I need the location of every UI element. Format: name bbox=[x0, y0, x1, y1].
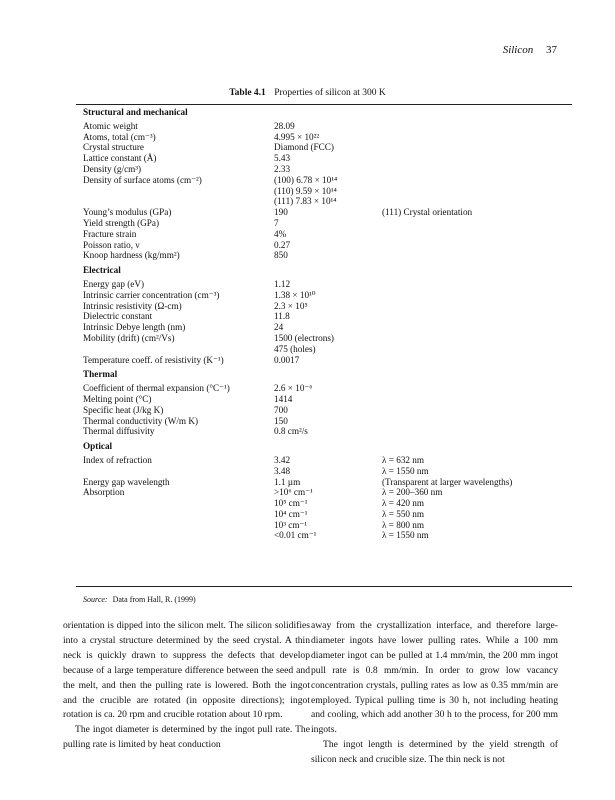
property-note bbox=[382, 333, 569, 344]
property-name: Melting point (°C) bbox=[83, 393, 152, 404]
property-note bbox=[382, 142, 569, 153]
property-name: Density (g/cm³) bbox=[83, 163, 142, 174]
property-note bbox=[382, 218, 569, 229]
property-note bbox=[382, 311, 569, 322]
property-value: 0.27 bbox=[274, 239, 291, 250]
table-row bbox=[83, 344, 569, 355]
page-number: 37 bbox=[546, 44, 557, 56]
table-row bbox=[83, 196, 569, 207]
property-value: 2.3 × 10⁵ bbox=[274, 300, 308, 311]
property-name bbox=[83, 466, 274, 477]
property-value: 1.1 µm bbox=[274, 476, 301, 487]
property-name bbox=[83, 498, 274, 509]
property-note bbox=[382, 229, 569, 240]
property-value: <0.01 cm⁻¹ bbox=[274, 530, 317, 541]
property-name: Atomic weight bbox=[83, 120, 138, 131]
property-note: λ = 200–360 nm bbox=[382, 487, 443, 498]
paragraph: orientation is dipped into the silicon melt. The silicon solidifies into a crystal structure determined by the seed crystal. A thin neck is quickly drawn to suppress the defects that develop because of a large temperature difference between the seed and the melt, and then the pulling rate is lowered. Both the ingot and the crucible are rotated (in opposite directions); ingot rotation is ca. 20 rpm and crucible rotation about 10 rpm. bbox=[63, 620, 310, 721]
property-value: 3.48 bbox=[274, 465, 291, 476]
table-row bbox=[83, 164, 569, 175]
property-name bbox=[83, 186, 274, 197]
table-row bbox=[83, 121, 569, 132]
property-note: λ = 420 nm bbox=[382, 498, 425, 509]
table-row bbox=[83, 322, 569, 333]
table-row bbox=[83, 290, 569, 301]
table-row bbox=[83, 333, 569, 344]
body-column-right bbox=[311, 619, 558, 768]
property-value: 0.8 cm²/s bbox=[274, 426, 308, 437]
property-name: Energy gap wavelength bbox=[83, 476, 170, 487]
property-note bbox=[382, 164, 569, 175]
property-name bbox=[83, 344, 274, 355]
paragraph: The ingot diameter is determined by the ingot pull rate. The pulling rate is limited by heat conduction bbox=[63, 724, 310, 751]
table-row bbox=[83, 218, 569, 229]
property-note bbox=[382, 153, 569, 164]
table-row bbox=[83, 426, 569, 437]
property-value: 10³ cm⁻¹ bbox=[274, 519, 308, 530]
property-name bbox=[83, 196, 274, 207]
table-row bbox=[83, 405, 569, 416]
property-name: Coefficient of thermal expansion (°C⁻¹) bbox=[83, 383, 230, 394]
table-row bbox=[83, 250, 569, 261]
property-value: 850 bbox=[274, 250, 288, 261]
property-name: Fracture strain bbox=[83, 228, 137, 239]
table-row bbox=[83, 132, 569, 143]
table-row bbox=[83, 240, 569, 251]
property-name: Thermal conductivity (W/m K) bbox=[83, 415, 199, 426]
property-note bbox=[382, 290, 569, 301]
property-name: Poisson ratio, ν bbox=[83, 239, 140, 250]
table-row bbox=[83, 394, 569, 405]
properties-table bbox=[83, 107, 569, 541]
property-note: λ = 800 nm bbox=[382, 519, 425, 530]
property-name: Young’s modulus (GPa) bbox=[83, 207, 172, 218]
table-row bbox=[83, 455, 569, 466]
table-bottom-rule bbox=[76, 586, 572, 587]
property-value: 28.09 bbox=[274, 120, 295, 131]
running-header bbox=[503, 44, 557, 56]
table-row bbox=[83, 142, 569, 153]
table-row bbox=[83, 229, 569, 240]
table-row bbox=[83, 186, 569, 197]
table-row bbox=[83, 416, 569, 427]
property-note: λ = 632 nm bbox=[382, 454, 425, 465]
property-value: 2.33 bbox=[274, 163, 291, 174]
property-note bbox=[382, 196, 569, 207]
table-label: Table 4.1 bbox=[229, 88, 266, 98]
property-name: Crystal structure bbox=[83, 142, 144, 153]
property-note bbox=[382, 186, 569, 197]
property-value: (110) 9.59 × 10¹⁴ bbox=[274, 185, 337, 196]
property-note bbox=[382, 383, 569, 394]
table-row bbox=[83, 466, 569, 477]
property-name: Absorption bbox=[83, 487, 125, 498]
property-name: Specific heat (J/kg K) bbox=[83, 404, 164, 415]
property-note bbox=[382, 344, 569, 355]
property-name: Dielectric constant bbox=[83, 311, 153, 322]
property-name bbox=[83, 520, 274, 531]
property-note bbox=[382, 355, 569, 366]
table-title bbox=[0, 88, 615, 98]
table-row bbox=[83, 279, 569, 290]
property-value: (111) 7.83 × 10¹⁴ bbox=[274, 196, 337, 207]
property-note bbox=[382, 132, 569, 143]
property-name: Index of refraction bbox=[83, 454, 152, 465]
property-value: Diamond (FCC) bbox=[274, 142, 334, 153]
paragraph: The ingot length is determined by the yield strength of silicon neck and crucible size. The thin neck is not bbox=[311, 739, 558, 766]
property-name: Intrinsic Debye length (nm) bbox=[83, 322, 186, 333]
property-value: >10⁶ cm⁻¹ bbox=[274, 487, 313, 498]
property-note: λ = 550 nm bbox=[382, 508, 425, 519]
property-value: 1414 bbox=[274, 393, 293, 404]
property-name: Mobility (drift) (cm²/Vs) bbox=[83, 332, 175, 343]
property-note bbox=[382, 250, 569, 261]
property-note bbox=[382, 394, 569, 405]
property-note: (Transparent at larger wavelengths) bbox=[382, 476, 513, 487]
property-name: Knoop hardness (kg/mm²) bbox=[83, 250, 180, 261]
table-row bbox=[83, 175, 569, 186]
property-name: Intrinsic resistivity (Ω-cm) bbox=[83, 300, 182, 311]
table-row bbox=[83, 520, 569, 531]
property-value: 475 (holes) bbox=[274, 343, 316, 354]
table-section-heading: Structural and mechanical bbox=[83, 107, 188, 117]
property-note bbox=[382, 121, 569, 132]
table-row bbox=[83, 530, 569, 541]
property-note bbox=[382, 175, 569, 186]
property-value: 24 bbox=[274, 322, 284, 333]
property-value: 0.0017 bbox=[274, 354, 300, 365]
property-name: Temperature coeff. of resistivity (K⁻¹) bbox=[83, 354, 224, 365]
table-row bbox=[83, 355, 569, 366]
table-row bbox=[83, 477, 569, 488]
table-section-heading: Optical bbox=[83, 441, 113, 452]
property-value: 10⁵ cm⁻¹ bbox=[274, 498, 308, 509]
property-value: 2.6 × 10⁻⁶ bbox=[274, 383, 313, 394]
property-value: 7 bbox=[274, 217, 279, 228]
table-source bbox=[83, 595, 196, 604]
body-column-left bbox=[63, 619, 310, 753]
table-section-heading: Thermal bbox=[83, 369, 118, 380]
table-section-heading: Electrical bbox=[83, 265, 121, 276]
table-top-rule bbox=[76, 104, 572, 105]
property-value: 3.42 bbox=[274, 454, 291, 465]
paragraph: away from the crystallization interface, and therefore large-diameter ingots have lower pulling rates. While a 100 mm diameter ingot can be pulled at 1.4 mm/min, the 200 mm ingot pull rate is 0.8 mm/min. In order to grow low vacancy concentration crystals, pulling rates as low as 0.35 mm/min are employed. Typical pulling time is 30 h, not including heating and cooling, which add another 30 h to the process, for 200 mm ingots. bbox=[311, 620, 558, 736]
property-note bbox=[382, 240, 569, 251]
source-label: Source: bbox=[83, 595, 108, 604]
property-name: Thermal diffusivity bbox=[83, 426, 155, 437]
property-note: λ = 1550 nm bbox=[382, 530, 429, 541]
table-caption: Properties of silicon at 300 K bbox=[274, 88, 386, 98]
property-value: (100) 6.78 × 10¹⁴ bbox=[274, 174, 338, 185]
property-value: 1.12 bbox=[274, 278, 291, 289]
property-note: (111) Crystal orientation bbox=[382, 207, 473, 218]
table-row bbox=[83, 487, 569, 498]
property-name bbox=[83, 509, 274, 520]
running-header-section: Silicon bbox=[502, 44, 534, 56]
property-value: 190 bbox=[274, 207, 288, 218]
table-row bbox=[83, 498, 569, 509]
property-value: 5.43 bbox=[274, 153, 291, 164]
property-note bbox=[382, 301, 569, 312]
property-note bbox=[382, 279, 569, 290]
property-name: Lattice constant (Å) bbox=[83, 153, 157, 164]
property-note bbox=[382, 416, 569, 427]
property-value: 10⁴ cm⁻¹ bbox=[274, 508, 308, 519]
property-value: 4.995 × 10²² bbox=[274, 131, 320, 142]
table-row bbox=[83, 311, 569, 322]
property-value: 11.8 bbox=[274, 311, 290, 322]
property-note: λ = 1550 nm bbox=[382, 465, 429, 476]
property-value: 150 bbox=[274, 415, 288, 426]
property-name: Energy gap (eV) bbox=[83, 278, 145, 289]
property-note bbox=[382, 426, 569, 437]
property-name: Intrinsic carrier concentration (cm⁻³) bbox=[83, 289, 220, 300]
property-name: Atoms, total (cm⁻³) bbox=[83, 131, 156, 142]
property-value: 700 bbox=[274, 404, 288, 415]
table-row bbox=[83, 509, 569, 520]
table-row bbox=[83, 383, 569, 394]
property-name bbox=[83, 530, 274, 541]
source-text: Data from Hall, R. (1999) bbox=[112, 595, 196, 604]
property-name: Density of surface atoms (cm⁻²) bbox=[83, 174, 202, 185]
property-note bbox=[382, 405, 569, 416]
property-note bbox=[382, 322, 569, 333]
table-row bbox=[83, 207, 569, 218]
property-value: 4% bbox=[274, 228, 287, 239]
table-row bbox=[83, 301, 569, 312]
table-row bbox=[83, 153, 569, 164]
property-value: 1.38 × 10¹⁰ bbox=[274, 289, 316, 300]
property-name: Yield strength (GPa) bbox=[83, 217, 160, 228]
property-value: 1500 (electrons) bbox=[274, 332, 334, 343]
